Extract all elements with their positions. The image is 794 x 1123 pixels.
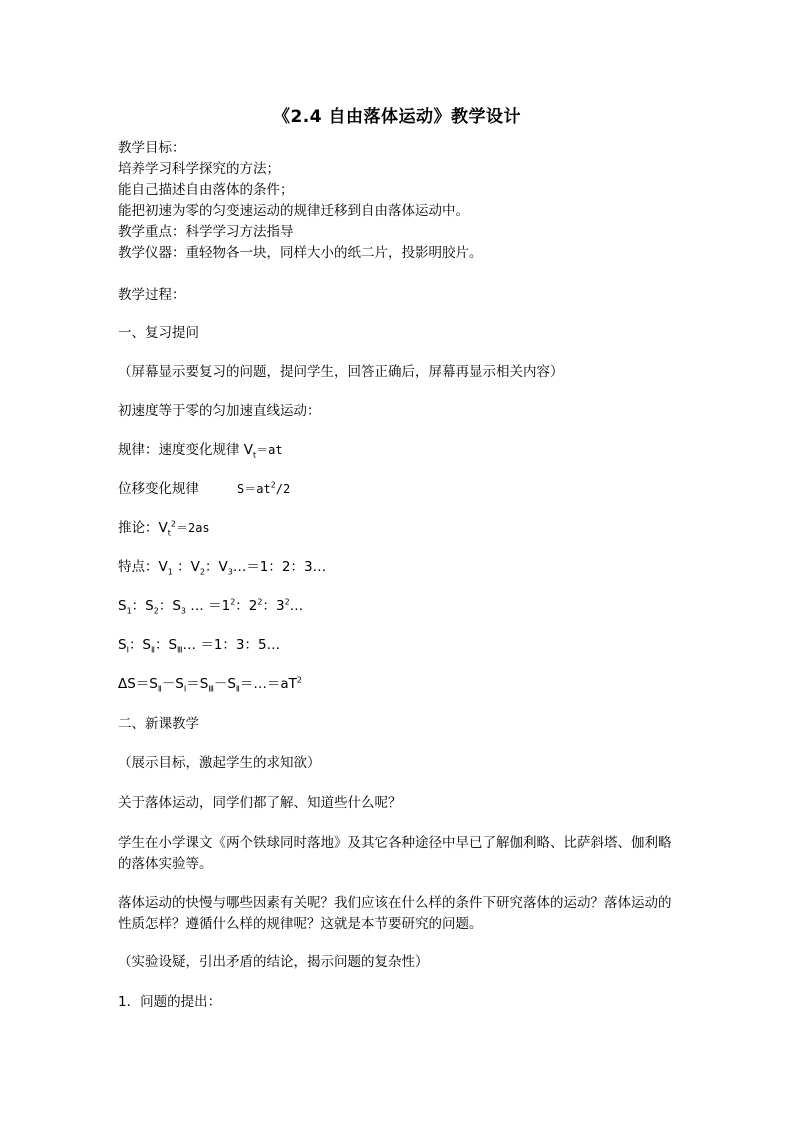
formula-text: ：S xyxy=(154,637,178,653)
formula-text: … xyxy=(289,598,304,614)
formula-text: S xyxy=(118,637,127,653)
superscript: 2 xyxy=(296,675,302,685)
research-question-paragraph: 落体运动的快慢与哪些因素有关呢？我们应该在什么样的条件下研究落体的运动？落体运动的性质怎样？遵循什么样的规律呢？这就是本节要研究的问题。 xyxy=(118,895,672,932)
formula-text: ：V xyxy=(204,559,228,575)
formula-text: 特点：V xyxy=(118,559,168,575)
student-background-paragraph: 学生在小学课文《两个铁球同时落地》及其它各种途径中早已了解伽利略、比萨斜塔、伽利略的落体实验等。 xyxy=(118,835,672,872)
goal-2: 能自己描述自由落体的条件； xyxy=(118,182,294,198)
superscript: 2 xyxy=(170,519,176,529)
problem-statement-heading: 1．问题的提出： xyxy=(118,994,222,1010)
formula-feature-displacement xyxy=(118,597,303,615)
uniform-acceleration-heading: 初速度等于零的匀加速直线运动： xyxy=(118,403,321,419)
formula-text: 规律：速度变化规律 V xyxy=(118,442,254,458)
subscript: Ⅱ xyxy=(157,684,162,694)
formula-text: S＝at xyxy=(237,482,271,496)
subscript: t xyxy=(253,450,257,460)
formula-text: … ＝1：3：5… xyxy=(182,637,281,653)
subscript: Ⅰ xyxy=(183,684,187,694)
subscript: 2 xyxy=(199,567,205,577)
formula-feature-velocity xyxy=(118,558,326,576)
superscript: 2 xyxy=(257,597,263,607)
subscript: Ⅰ xyxy=(126,645,129,655)
formula-text: 推论：V xyxy=(118,520,168,536)
formula-inference xyxy=(118,519,210,537)
goal-1: 培养学习科学探究的方法； xyxy=(118,161,280,177)
formula-text: ＝…＝aT xyxy=(239,676,297,692)
formula-text: ：2 xyxy=(235,598,258,614)
formula-text: …＝1：2：3… xyxy=(232,559,327,575)
falling-body-question: 关于落体运动，同学们都了解、知道些什么呢？ xyxy=(118,795,402,811)
superscript: 2 xyxy=(270,480,276,490)
formula-text: /2 xyxy=(275,482,291,496)
document-title: 《2.4 自由落体运动》教学设计 xyxy=(272,107,522,127)
formula-text: ＝at xyxy=(256,443,283,457)
superscript: 2 xyxy=(230,597,236,607)
superscript: 2 xyxy=(284,597,290,607)
new-lesson-instruction: （展示目标，激起学生的求知欲） xyxy=(118,755,321,771)
teaching-goals-heading: 教学目标： xyxy=(118,140,186,156)
formula-text: … ＝1 xyxy=(186,598,231,614)
formula-text: ：3 xyxy=(262,598,285,614)
subscript: 1 xyxy=(126,606,132,616)
formula-text: ：S xyxy=(128,637,152,653)
experiment-instruction: （实验设疑，引出矛盾的结论，揭示问题的复杂性） xyxy=(118,954,429,970)
subscript: 3 xyxy=(227,567,233,577)
subscript: Ⅲ xyxy=(208,684,214,694)
formula-text: ：V xyxy=(172,559,200,575)
review-instruction: （屏幕显示要复习的问题，提问学生，回答正确后，屏幕再显示相关内容） xyxy=(118,364,564,380)
formula-text: ：S xyxy=(131,598,154,614)
formula-displacement xyxy=(118,480,290,498)
subscript: 3 xyxy=(180,606,187,616)
subscript: 1 xyxy=(167,567,173,577)
formula-text: ＝S xyxy=(186,676,209,692)
formula-velocity xyxy=(118,441,283,459)
subscript: Ⅱ xyxy=(151,645,155,655)
subscript: Ⅱ xyxy=(235,684,240,694)
formula-delta-s xyxy=(118,675,302,693)
teaching-equipment: 教学仪器：重轻物各一块，同样大小的纸二片，投影明胶片。 xyxy=(118,245,483,261)
teaching-process-heading: 教学过程： xyxy=(118,287,186,303)
formula-text: －S xyxy=(161,676,184,692)
formula-text: ΔS＝S xyxy=(118,676,158,692)
section-new-lesson-heading: 二、新课教学 xyxy=(118,716,199,732)
subscript: Ⅲ xyxy=(177,645,183,655)
formula-text: ＝2as xyxy=(175,521,210,535)
teaching-focus: 教学重点：科学学习方法指导 xyxy=(118,224,294,240)
formula-label: 位移变化规律 xyxy=(118,481,199,497)
subscript: t xyxy=(167,528,171,538)
goal-3: 能把初速为零的匀变速运动的规律迁移到自由落体运动中。 xyxy=(118,203,469,219)
formula-text: S xyxy=(118,598,127,614)
subscript: 2 xyxy=(153,606,159,616)
formula-text: ：S xyxy=(158,598,181,614)
formula-feature-intervals xyxy=(118,636,280,654)
section-review-heading: 一、复习提问 xyxy=(118,325,199,341)
formula-text: －S xyxy=(213,676,236,692)
